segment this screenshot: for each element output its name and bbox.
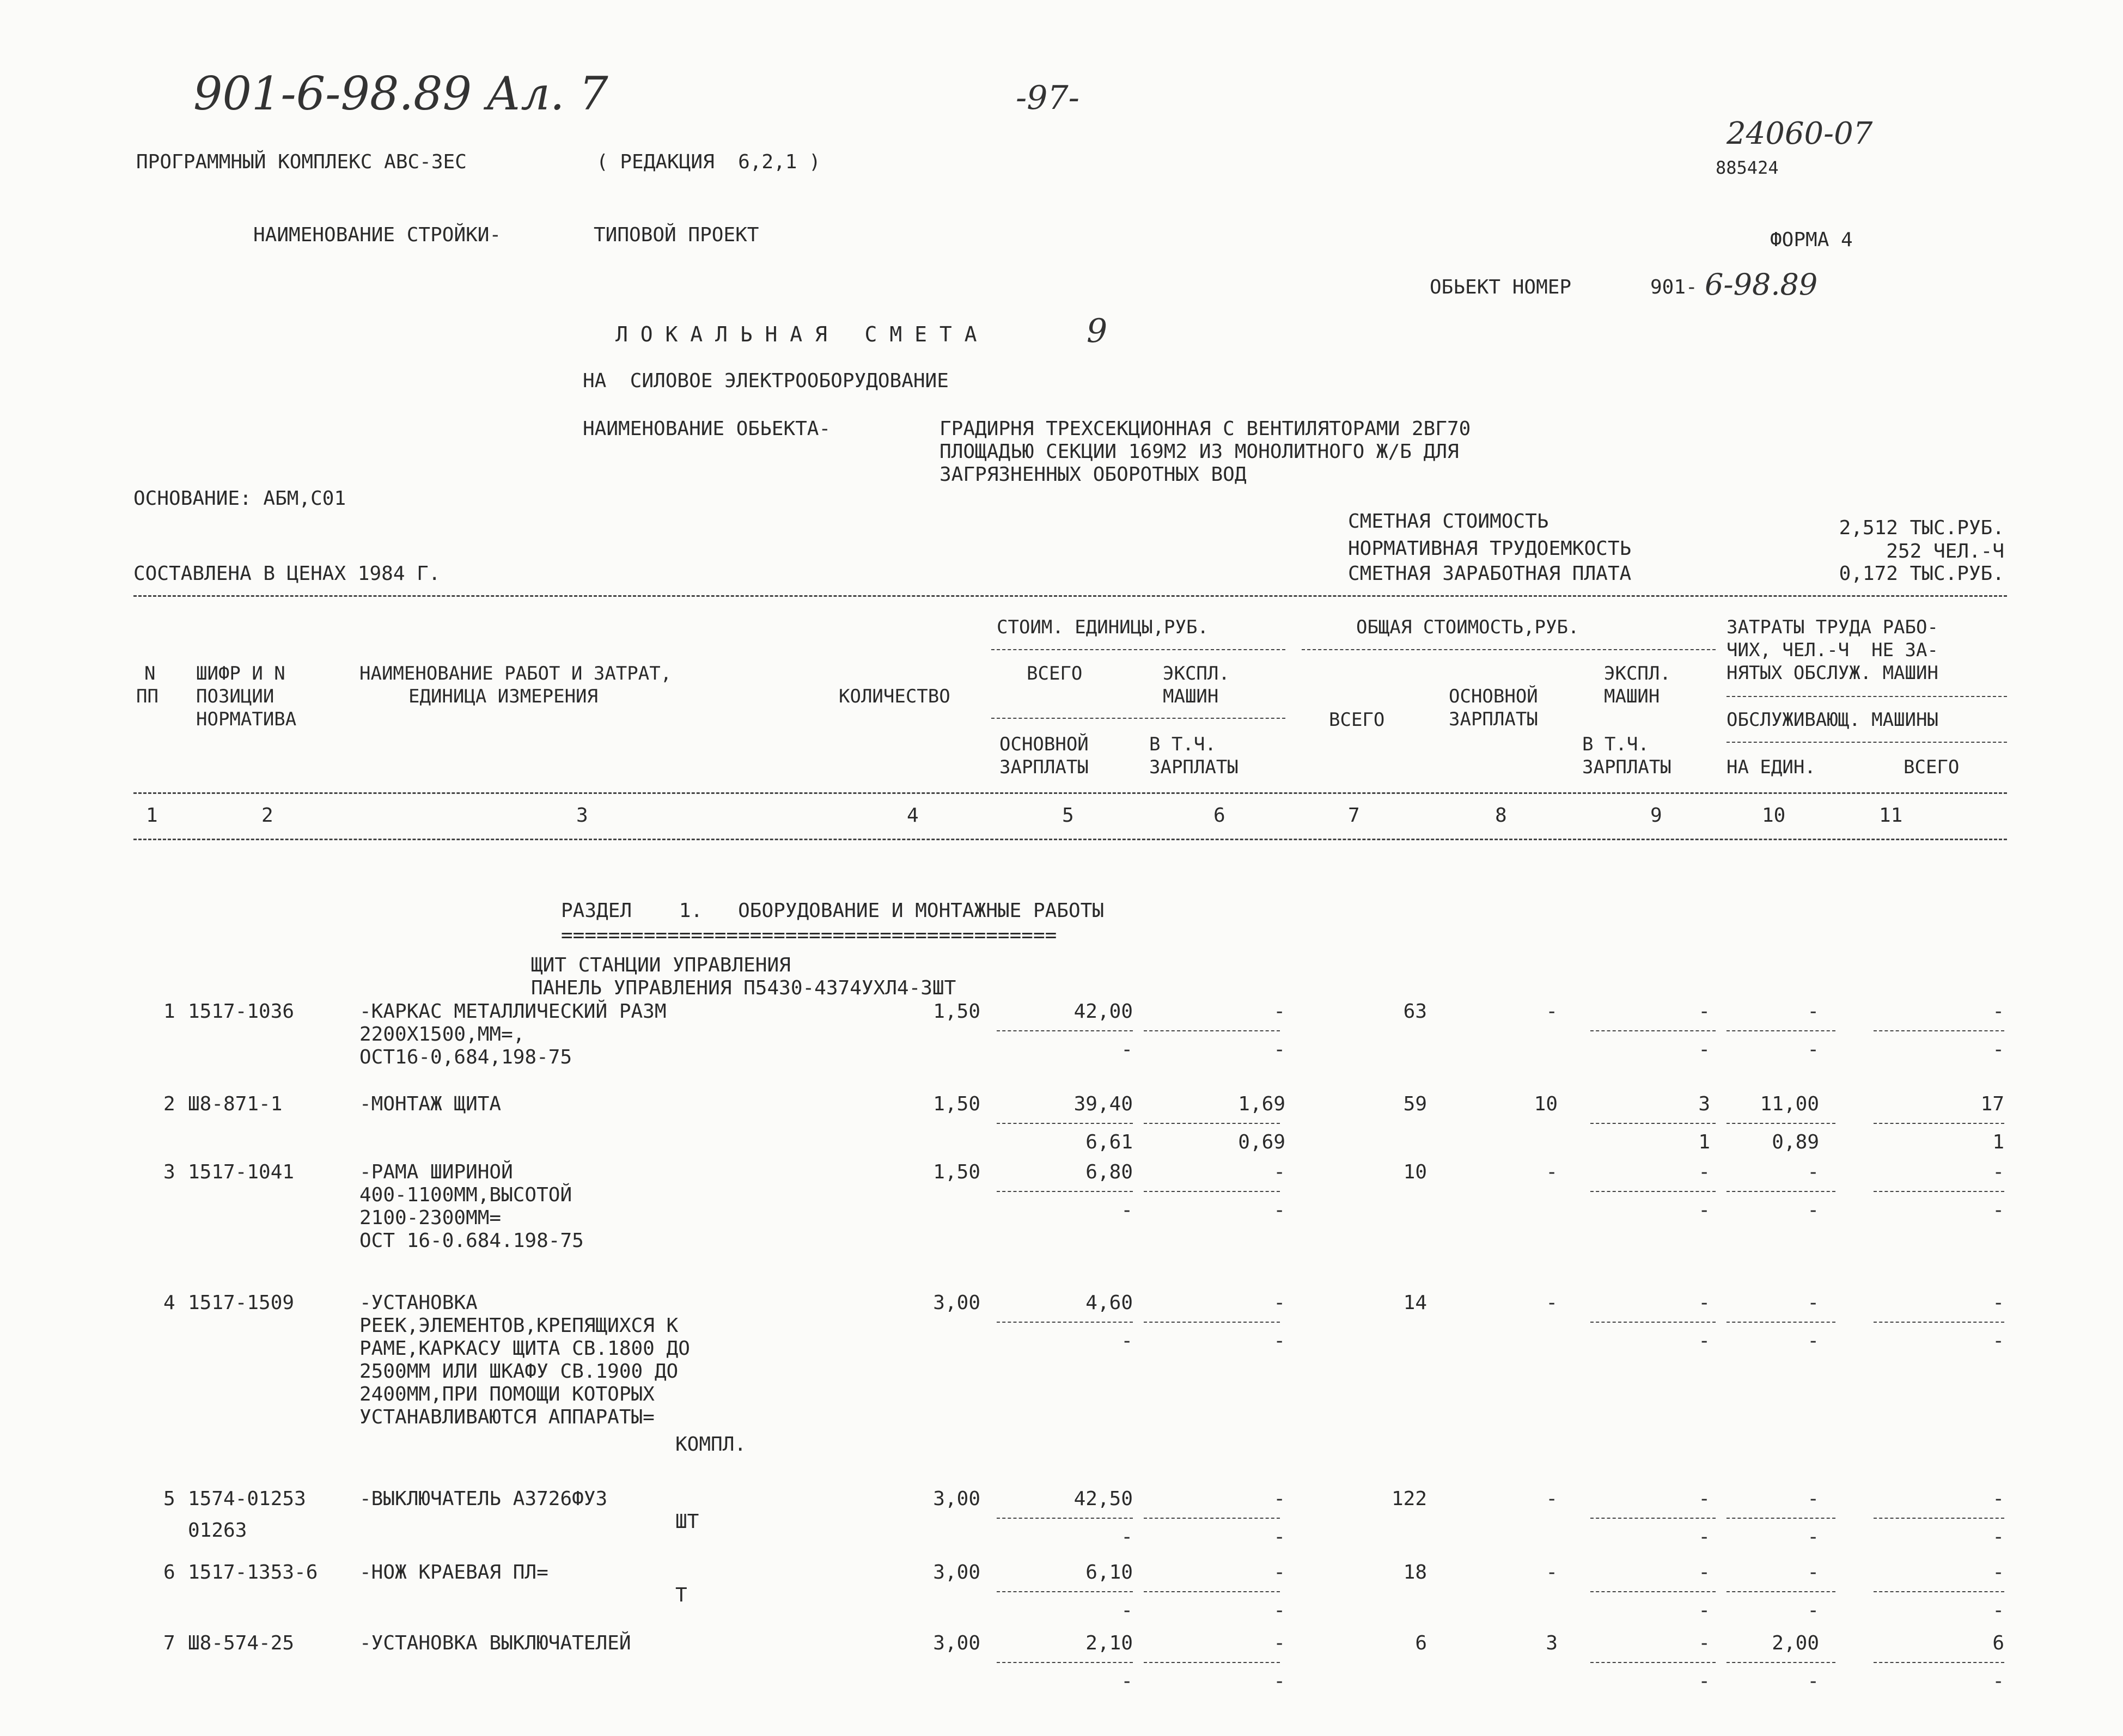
row-unit-machines: - [1273,1561,1285,1584]
hdr-total-mach-2: МАШИН [1604,686,1660,707]
row-unit-rule [1144,1030,1280,1031]
row-unit-rule [1144,1662,1280,1663]
hdr-labor-rule-2 [1727,742,2007,743]
hdr-unit-mach-1: ЭКСПЛ. [1163,663,1230,684]
row-number: 3 [163,1161,175,1183]
row-labor-rule [1874,1322,2004,1323]
printed-registration-number: 885424 [1716,157,1779,178]
hdr-labor-total: ВСЕГО [1904,756,1960,778]
header-mid-rule [133,792,2007,794]
row-name-line: РЕЕК,ЭЛЕМЕНТОВ,КРЕПЯЩИХСЯ К [359,1315,679,1337]
row-labor-per-unit-2: - [1807,1330,1819,1352]
row-name-line: 2500ММ ИЛИ ШКАФУ СВ.1900 ДО [359,1360,679,1383]
row-total-rule [1590,1191,1716,1192]
row-total-machines: - [1698,1000,1710,1023]
row-total-rule [1590,1591,1716,1592]
hdr-unit-sub-rule [991,718,1285,719]
row-labor-rule [1727,1191,1835,1192]
row-labor-rule [1727,1322,1835,1323]
hdr-total-wage-1: ОСНОВНОЙ [1449,686,1538,707]
row-unit-total: 6,80 [1085,1161,1133,1183]
row-labor-total: - [1992,1292,2004,1314]
summary-value-cost: 2,512 ТЫС.РУБ. [1839,517,2004,539]
row-unit-incl: 0,69 [1238,1131,1285,1153]
row-unit-machines: - [1273,1488,1285,1510]
object-name-line-1: ГРАДИРНЯ ТРЕХСЕКЦИОННАЯ С ВЕНТИЛЯТОРАМИ 2ВГ70 [940,418,1471,440]
row-code: 1517-1509 [188,1292,295,1314]
row-labor-total-2: - [1992,1199,2004,1221]
row-name-line: 2400ММ,ПРИ ПОМОЩИ КОТОРЫХ [359,1383,655,1405]
row-total-incl: - [1698,1599,1710,1622]
row-number: 1 [163,1000,175,1023]
hdr-unit-total: ВСЕГО [1027,663,1083,684]
row-name-line: ОСТ 16-0.684.198-75 [359,1230,584,1252]
compiled-prices-line: СОСТАВЛЕНА В ЦЕНАХ 1984 Г. [133,563,441,585]
row-code: 1517-1353-6 [188,1561,318,1584]
row-total-machines: - [1698,1561,1710,1584]
row-total-machines: - [1698,1292,1710,1314]
row-total-rule [1590,1123,1716,1124]
row-total: 59 [1403,1093,1427,1115]
row-code: 1517-1036 [188,1000,295,1023]
row-unit-wage: - [1121,1526,1133,1548]
row-labor-rule [1874,1518,2004,1519]
row-labor-per-unit-2: - [1807,1599,1819,1622]
row-name-line: УСТАНАВЛИВАЮТСЯ АППАРАТЫ= [359,1406,655,1428]
row-total-incl: - [1698,1038,1710,1061]
row-total-wage: - [1546,1161,1558,1183]
form-label: ФОРМА 4 [1770,229,1853,251]
row-number: 6 [163,1561,175,1584]
row-total-rule [1590,1030,1716,1031]
row-code-extra: 01263 [188,1519,247,1542]
row-unit-total: 42,50 [1073,1488,1133,1510]
hdr-labor-per-unit: НА ЕДИН. [1727,756,1816,778]
section-title: РАЗДЕЛ 1. ОБОРУДОВАНИЕ И МОНТАЖНЫЕ РАБОТЫ [561,900,1104,922]
row-total: 14 [1403,1292,1427,1314]
hdr-quantity: КОЛИЧЕСТВО [839,686,950,707]
row-quantity: 1,50 [933,1000,980,1023]
row-labor-rule [1874,1030,2004,1031]
row-code: Ш8-574-25 [188,1632,295,1654]
row-labor-per-unit: 2,00 [1772,1632,1819,1654]
row-name-line: -ВЫКЛЮЧАТЕЛЬ А3726ФУ3 [359,1488,608,1510]
hdr-total-wage-2: ЗАРПЛАТЫ [1449,708,1538,730]
row-labor-per-unit: - [1807,1561,1819,1584]
row-unit-total: 42,00 [1073,1000,1133,1023]
row-total-wage: - [1546,1488,1558,1510]
hdr-code-1: ШИФР И N [196,663,285,684]
row-name-line: -РАМА ШИРИНОЙ [359,1161,513,1183]
row-number: 7 [163,1632,175,1654]
row-total-wage: - [1546,1292,1558,1314]
row-total-machines: - [1698,1488,1710,1510]
row-name-line: -МОНТАЖ ЩИТА [359,1093,502,1115]
row-name-line: ОСТ16-0,684,198-75 [359,1046,572,1068]
col-number-10: 10 [1762,804,1786,827]
program-name: ПРОГРАММНЫЙ КОМПЛЕКС АВС-ЗЕС [136,151,467,173]
object-number-handwritten: 6-98.89 [1705,267,1818,302]
hdr-total-incl-2: ЗАРПЛАТЫ [1582,756,1671,778]
row-labor-total-2: 1 [1992,1131,2004,1153]
construction-value: ТИПОВОЙ ПРОЕКТ [594,224,759,246]
row-labor-rule [1727,1662,1835,1663]
row-unit-total: 6,10 [1085,1561,1133,1584]
row-total-wage: - [1546,1000,1558,1023]
row-total: 6 [1415,1632,1427,1654]
object-name-line-3: ЗАГРЯЗНЕННЫХ ОБОРОТНЫХ ВОД [940,463,1247,486]
row-labor-total: - [1992,1488,2004,1510]
hdr-unit-wage-2: ЗАРПЛАТЫ [999,756,1089,778]
summary-label-wages: СМЕТНАЯ ЗАРАБОТНАЯ ПЛАТА [1348,563,1632,585]
row-unit-rule [997,1518,1133,1519]
hdr-labor-3: НЯТЫХ ОБСЛУЖ. МАШИН [1727,662,1938,684]
row-labor-per-unit-2: 0,89 [1772,1131,1819,1153]
row-labor-rule [1874,1191,2004,1192]
summary-value-wages: 0,172 ТЫС.РУБ. [1839,563,2004,585]
hdr-name-2: ЕДИНИЦА ИЗМЕРЕНИЯ [408,686,598,707]
row-labor-per-unit: - [1807,1488,1819,1510]
row-unit-machines: 1,69 [1238,1093,1285,1115]
col-number-1: 1 [146,804,158,827]
row-unit: Т [675,1584,687,1606]
hdr-labor-2: ЧИХ, ЧЕЛ.-Ч НЕ ЗА- [1727,639,1938,661]
row-number: 5 [163,1488,175,1510]
construction-label: НАИМЕНОВАНИЕ СТРОЙКИ- [253,224,502,246]
row-unit-rule [997,1591,1133,1592]
col-number-5: 5 [1062,804,1074,827]
row-labor-rule [1727,1518,1835,1519]
row-total-incl: - [1698,1670,1710,1692]
row-labor-total: - [1992,1561,2004,1584]
row-labor-rule [1874,1123,2004,1124]
group-line-1: ЩИТ СТАНЦИИ УПРАВЛЕНИЯ [531,954,791,976]
hdr-total-cost-rule [1302,649,1716,650]
row-number: 4 [163,1292,175,1314]
row-total-rule [1590,1518,1716,1519]
row-unit-wage: 6,61 [1085,1131,1133,1153]
row-name-line: -УСТАНОВКА [359,1292,478,1314]
row-total-rule [1590,1322,1716,1323]
row-labor-per-unit: - [1807,1161,1819,1183]
row-labor-total-2: - [1992,1526,2004,1548]
object-name-line-2: ПЛОЩАДЬЮ СЕКЦИИ 169М2 ИЗ МОНОЛИТНОГО Ж/Б ДЛЯ [940,441,1459,463]
hdr-code-3: НОРМАТИВА [196,708,297,730]
hdr-name-1: НАИМЕНОВАНИЕ РАБОТ И ЗАТРАТ, [359,663,672,684]
header-top-rule [133,595,2007,597]
row-name-line: -КАРКАС МЕТАЛЛИЧЕСКИЙ РАЗМ [359,1000,667,1023]
row-unit-rule [1144,1191,1280,1192]
row-unit-rule [997,1322,1133,1323]
row-code: 1517-1041 [188,1161,295,1183]
estimate-number: 9 [1087,312,1108,350]
row-labor-per-unit-2: - [1807,1199,1819,1221]
row-labor-rule [1727,1030,1835,1031]
row-total-wage: 3 [1546,1632,1558,1654]
row-unit-incl: - [1273,1330,1285,1352]
row-unit: КОМПЛ. [675,1433,747,1456]
hdr-unit-cost: СТОИМ. ЕДИНИЦЫ,РУБ. [997,616,1209,638]
group-line-2: ПАНЕЛЬ УПРАВЛЕНИЯ П5430-4374УХЛ4-3ШТ [531,977,956,999]
row-labor-total-2: - [1992,1599,2004,1622]
hdr-pp: ПП [136,686,158,707]
row-unit-wage: - [1121,1670,1133,1692]
row-unit-rule [997,1030,1133,1031]
handwritten-page-number: -97- [1016,79,1079,117]
col-number-9: 9 [1650,804,1662,827]
row-total-incl: - [1698,1526,1710,1548]
hdr-code-2: ПОЗИЦИИ [196,686,274,707]
row-quantity: 3,00 [933,1632,980,1654]
row-total: 18 [1403,1561,1427,1584]
hdr-total-incl-1: В Т.Ч. [1582,733,1649,755]
row-unit-rule [1144,1123,1280,1124]
row-unit-incl: - [1273,1199,1285,1221]
row-unit-incl: - [1273,1038,1285,1061]
row-total-incl: 1 [1698,1131,1710,1153]
col-number-8: 8 [1495,804,1507,827]
row-unit-rule [997,1123,1133,1124]
row-labor-per-unit: 11,00 [1760,1093,1819,1115]
handwritten-document-code: 901-6-98.89 Ал. 7 [193,67,608,120]
row-labor-per-unit: - [1807,1000,1819,1023]
row-quantity: 1,50 [933,1161,980,1183]
row-unit-machines: - [1273,1161,1285,1183]
row-unit-rule [1144,1322,1280,1323]
row-labor-total: 6 [1992,1632,2004,1654]
row-quantity: 3,00 [933,1561,980,1584]
row-labor-total: 17 [1980,1093,2004,1115]
row-quantity: 3,00 [933,1488,980,1510]
row-labor-total: - [1992,1000,2004,1023]
row-labor-rule [1874,1662,2004,1663]
row-total-machines: - [1698,1161,1710,1183]
row-labor-total-2: - [1992,1038,2004,1061]
row-unit-wage: - [1121,1199,1133,1221]
col-number-2: 2 [261,804,273,827]
hdr-labor-1: ЗАТРАТЫ ТРУДА РАБО- [1727,616,1938,638]
row-total-wage: - [1546,1561,1558,1584]
row-name-line: 400-1100ММ,ВЫСОТОЙ [359,1184,572,1206]
row-total-incl: - [1698,1330,1710,1352]
row-total-wage: 10 [1534,1093,1558,1115]
hdr-total-mach-1: ЭКСПЛ. [1604,663,1671,684]
object-number-printed: 901- [1650,276,1698,298]
summary-label-cost: СМЕТНАЯ СТОИМОСТЬ [1348,510,1549,533]
row-unit-incl: - [1273,1670,1285,1692]
row-name-line: РАМЕ,КАРКАСУ ЩИТА СВ.1800 ДО [359,1337,690,1360]
row-total-machines: - [1698,1632,1710,1654]
row-unit: ШТ [675,1511,699,1533]
row-unit-machines: - [1273,1292,1285,1314]
hdr-unit-wage-1: ОСНОВНОЙ [999,733,1089,755]
row-name-line: -УСТАНОВКА ВЫКЛЮЧАТЕЛЕЙ [359,1632,631,1654]
row-total: 10 [1403,1161,1427,1183]
hdr-total-cost: ОБЩАЯ СТОИМОСТЬ,РУБ. [1356,616,1579,638]
basis-line: ОСНОВАНИЕ: АБМ,С01 [133,487,346,510]
col-number-7: 7 [1348,804,1360,827]
row-labor-per-unit-2: - [1807,1038,1819,1061]
row-labor-total-2: - [1992,1330,2004,1352]
row-labor-per-unit-2: - [1807,1670,1819,1692]
row-labor-total-2: - [1992,1670,2004,1692]
object-number-label: ОБЬЕКТ НОМЕР [1430,276,1572,298]
row-unit-rule [997,1662,1133,1663]
row-labor-per-unit-2: - [1807,1526,1819,1548]
row-unit-total: 39,40 [1073,1093,1133,1115]
row-total: 63 [1403,1000,1427,1023]
program-edition: ( РЕДАКЦИЯ 6,2,1 ) [596,151,821,173]
row-name-line: -НОЖ КРАЕВАЯ ПЛ= [359,1561,548,1584]
estimate-title: Л О К А Л Ь Н А Я С М Е Т А [615,322,977,346]
row-number: 2 [163,1093,175,1115]
col-number-6: 6 [1213,804,1225,827]
hdr-unit-cost-rule [991,649,1285,650]
hdr-unit-mach-2: МАШИН [1163,686,1219,707]
row-quantity: 3,00 [933,1292,980,1314]
row-unit-wage: - [1121,1330,1133,1352]
hdr-n: N [144,663,156,684]
row-labor-rule [1727,1591,1835,1592]
col-number-4: 4 [907,804,919,827]
row-labor-per-unit: - [1807,1292,1819,1314]
hdr-total-total: ВСЕГО [1329,709,1385,731]
summary-label-labor: НОРМАТИВНАЯ ТРУДОЕМКОСТЬ [1348,537,1632,560]
row-unit-rule [1144,1591,1280,1592]
row-unit-machines: - [1273,1632,1285,1654]
col-number-3: 3 [576,804,588,827]
row-unit-wage: - [1121,1038,1133,1061]
row-labor-rule [1874,1591,2004,1592]
row-unit-rule [1144,1518,1280,1519]
row-unit-total: 2,10 [1085,1632,1133,1654]
row-labor-total: - [1992,1161,2004,1183]
hdr-labor-machines: ОБСЛУЖИВАЮЩ. МАШИНЫ [1727,709,1938,731]
header-bottom-rule [133,839,2007,840]
summary-value-labor: 252 ЧЕЛ.-Ч [1886,540,2004,563]
row-unit-incl: - [1273,1526,1285,1548]
col-number-11: 11 [1879,804,1903,827]
row-code: Ш8-871-1 [188,1093,283,1115]
estimate-subtitle: НА СИЛОВОЕ ЭЛЕКТРООБОРУДОВАНИЕ [583,370,949,392]
row-labor-rule [1727,1123,1835,1124]
hdr-labor-rule-1 [1727,696,2007,697]
row-total: 122 [1391,1488,1427,1510]
row-name-line: 2200Х1500,ММ=, [359,1023,525,1046]
row-code: 1574-01253 [188,1488,306,1510]
row-total-rule [1590,1662,1716,1663]
section-underline: ========================================== [561,924,1057,946]
row-total-machines: 3 [1698,1093,1710,1115]
row-unit-rule [997,1191,1133,1192]
row-total-incl: - [1698,1199,1710,1221]
row-unit-machines: - [1273,1000,1285,1023]
row-quantity: 1,50 [933,1093,980,1115]
row-unit-total: 4,60 [1085,1292,1133,1314]
row-unit-incl: - [1273,1599,1285,1622]
handwritten-registration-number: 24060-07 [1727,116,1873,151]
row-name-line: 2100-2300ММ= [359,1207,502,1229]
hdr-unit-incl-1: В Т.Ч. [1149,733,1216,755]
object-name-label: НАИМЕНОВАНИЕ ОБЬЕКТА- [583,418,831,440]
hdr-unit-incl-2: ЗАРПЛАТЫ [1149,756,1239,778]
row-unit-wage: - [1121,1599,1133,1622]
